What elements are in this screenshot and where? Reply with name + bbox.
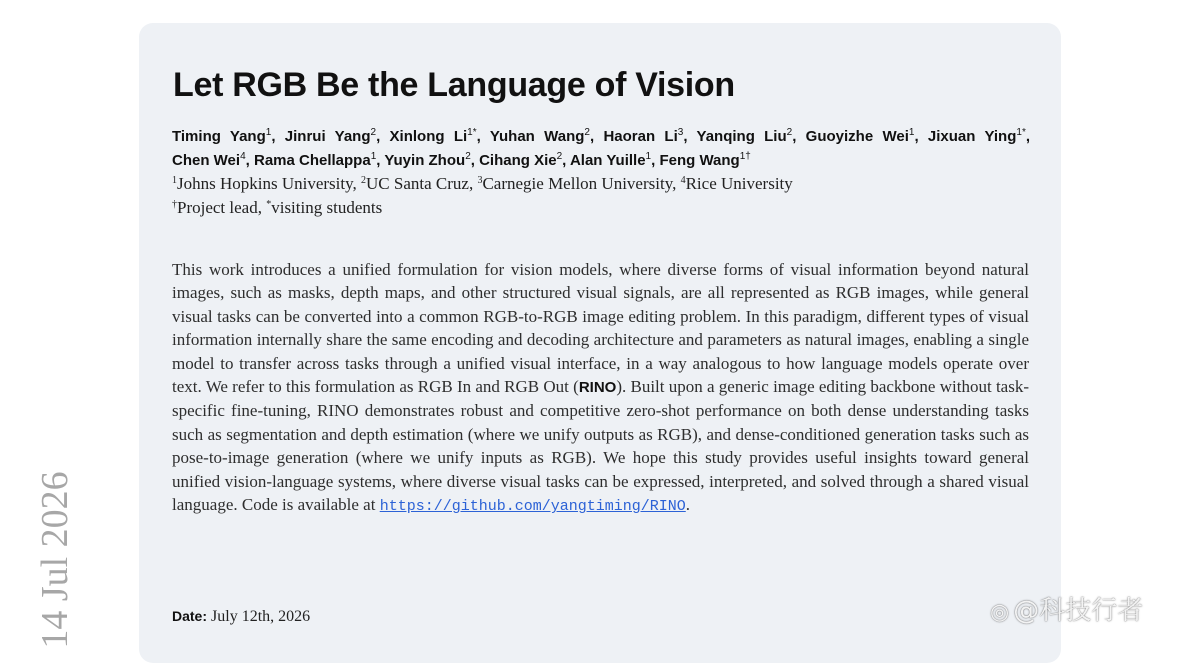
author-affiliation-mark: 1* <box>1016 127 1026 138</box>
author-name-text: Guoyizhe Wei <box>805 128 909 145</box>
author-name-text: Xinlong Li <box>389 128 468 145</box>
author-affiliation-mark: 4 <box>240 151 246 162</box>
author-name <box>172 128 271 145</box>
abstract-text-1: This work introduces a unified formulation for vision models, where diverse forms of visual information beyond natural images, such as masks, depth maps, and other structured visual signals, are all represented as RGB images, while general visual tasks can be converted into a common RGB-to-RGB image editing problem. In this paradigm, different types of visual information internally share the same encoding and decoding architecture and parameters as natural images, enabling a single model to transfer across tasks through a unified visual interface, in a way analogous to how language models operate over text. We refer to this formulation as RGB In and RGB Out ( <box>172 260 1029 397</box>
author-affiliation-mark: 2 <box>786 127 793 138</box>
affiliation-text: Carnegie Mellon University <box>482 174 673 193</box>
author-name-text: Yuhan Wang <box>489 128 585 145</box>
author-affiliation-mark: 2 <box>465 151 471 162</box>
author-name-text: Alan Yuille <box>569 152 646 169</box>
date-value: July 12th, 2026 <box>211 608 311 625</box>
arxiv-side-date: 14 Jul 2026 <box>34 471 76 649</box>
affiliations-block <box>172 172 1032 220</box>
author-affiliation-mark: 2 <box>370 127 377 138</box>
date-label: Date: <box>172 608 208 624</box>
author-name <box>603 128 683 145</box>
note-text: visiting students <box>271 198 383 217</box>
author-name-text: Chen Wei <box>172 152 241 169</box>
date-row <box>172 608 310 626</box>
author-name-text: Yuyin Zhou <box>384 152 466 169</box>
author-affiliation-mark: 2 <box>556 151 563 162</box>
author-name <box>254 152 376 169</box>
author-affiliation-mark: 1 <box>645 151 652 162</box>
author-name <box>570 152 651 169</box>
author-name-text: Rama Chellappa <box>253 152 371 169</box>
affiliations-line: $^1$Johns Hopkins University, $^2$UC Santa Cruz, $^3$Carnegie Mellon University, $^4$Rice University <box>172 174 793 193</box>
author-name-text: Feng Wang <box>659 152 740 169</box>
author-affiliation-mark: 3 <box>677 127 684 138</box>
weibo-logo-icon: ◎ <box>990 600 1010 625</box>
author-name-text: Jixuan Ying <box>927 128 1017 145</box>
author-list: Timing Yang$^1$, Jinrui Yang$^2$, Xinlong $Li^{1*}$, Yuhan Wang$^2$, Haoran Li$^3$, Yanqing Liu$^2$, Guoyizhe Wei$^1$, Jixuan Ying$^{1*}$, Chen Wei$^4$, Rama Chellappa$^1$, Yuyin Zhou$^2$, Cihang Xie$^2$, Alan Yuille$^1$, Feng Wang$^{1\dagger}$ <box>172 127 1031 169</box>
author-affiliation-mark: 1 <box>265 127 272 138</box>
author-name <box>697 128 793 145</box>
author-name-text: Timing Yang <box>172 128 266 145</box>
affiliation-mark: 3 <box>477 175 483 186</box>
affiliation-text: UC Santa Cruz <box>366 174 469 193</box>
author-name <box>928 128 1026 145</box>
affiliation-mark: 1 <box>172 175 177 186</box>
author-affiliation-mark: 1* <box>467 127 477 138</box>
affiliation-text: Rice University <box>685 174 793 193</box>
watermark <box>990 590 1143 627</box>
author-name <box>384 152 470 169</box>
author-name-text: Cihang Xie <box>479 152 557 169</box>
author-name <box>806 128 915 145</box>
author-affiliation-mark: 1 <box>370 151 377 162</box>
abstract <box>172 258 1029 518</box>
affiliation-mark: 4 <box>680 175 686 186</box>
abstract-end: . <box>685 495 691 515</box>
affiliation-mark: 2 <box>361 175 367 186</box>
note-mark: * <box>266 199 272 210</box>
note-text: Project lead <box>177 198 258 217</box>
abstract-rino-bold: RINO <box>578 379 617 397</box>
author-affiliation-mark: 1† <box>739 151 751 162</box>
paper-title: Let RGB Be the Language of Vision <box>173 66 735 104</box>
watermark-text: @科技行者 <box>1013 596 1144 626</box>
author-name-text: Haoran Li <box>603 128 678 145</box>
author-name-text: Yanqing Liu <box>696 128 787 145</box>
note-mark: † <box>172 199 177 210</box>
affiliation-text: Johns Hopkins University <box>177 174 353 193</box>
notes-line: †Project lead, *visiting students <box>172 198 383 217</box>
author-name <box>390 128 477 145</box>
author-name <box>490 128 590 145</box>
author-name <box>479 152 562 169</box>
author-name <box>172 152 246 169</box>
code-link[interactable]: https://github.com/yangtiming/RINO <box>379 498 686 516</box>
abstract-text-2: ). Built upon a generic image editing backbone without task-specific fine-tuning, RINO demonstrates robust and competitive zero-shot performance on both dense understanding tasks such as segmentation and depth estimation (where we unify outputs as RGB), and dense-conditioned generation tasks such as pose-to-image generation (where we unify inputs as RGB). We hope this study provides useful insights toward general unified vision-language systems, where diverse visual tasks can be expressed, interpreted, and solved through a shared visual language. Code is available at <box>172 377 1029 515</box>
author-name <box>659 152 750 169</box>
author-name <box>285 128 376 145</box>
author-affiliation-mark: 2 <box>584 127 590 138</box>
author-affiliation-mark: 1 <box>908 127 915 138</box>
author-name-text: Jinrui Yang <box>284 128 371 145</box>
